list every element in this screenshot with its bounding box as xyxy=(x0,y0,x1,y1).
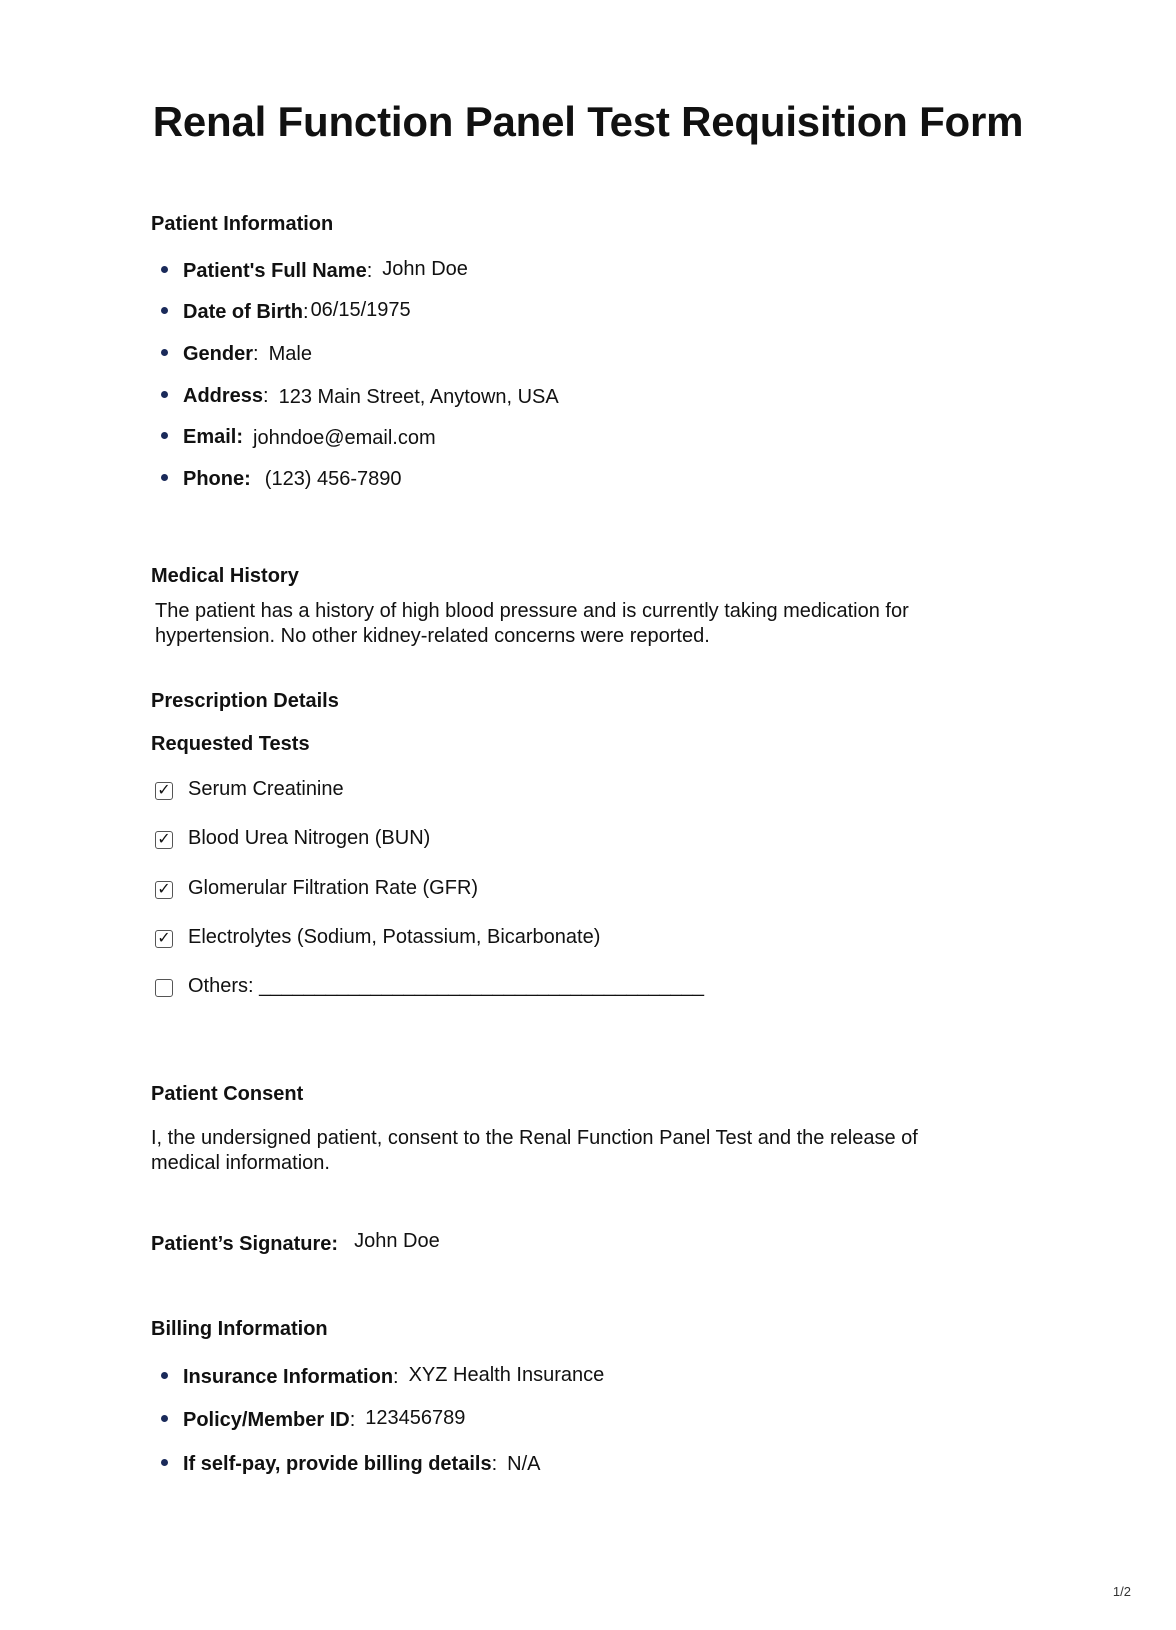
bullet-icon xyxy=(161,1372,168,1379)
checkbox-checked-icon[interactable]: ✓ xyxy=(155,831,173,849)
policy-member-id-label: Policy/Member ID xyxy=(183,1409,350,1431)
test-label: Serum Creatinine xyxy=(188,778,344,800)
date-of-birth-label: Date of Birth xyxy=(183,301,303,323)
insurance-information-row: Insurance Information: XYZ Health Insurance xyxy=(161,1363,604,1391)
address-value: 123 Main Street, Anytown, USA xyxy=(278,386,559,408)
signature-label: Patient’s Signature: xyxy=(151,1233,339,1255)
form-title: Renal Function Panel Test Requisition Form xyxy=(152,98,1024,145)
test-label: Electrolytes (Sodium, Potassium, Bicarbonate) xyxy=(188,926,601,948)
page-number: 1/2 xyxy=(1112,1584,1131,1599)
bullet-icon xyxy=(161,474,168,481)
bullet-icon xyxy=(161,391,168,398)
patient-consent-text: I, the undersigned patient, consent to the Renal Function Panel Test and the release of medical information. xyxy=(151,1127,918,1174)
patient-consent-heading: Patient Consent xyxy=(151,1083,304,1105)
phone-label: Phone: xyxy=(183,468,251,490)
gender-value: Male xyxy=(268,343,312,365)
patient-full-name-label: Patient's Full Name xyxy=(183,260,367,282)
bullet-icon xyxy=(161,1459,168,1466)
test-label: Glomerular Filtration Rate (GFR) xyxy=(188,877,479,899)
gender-label: Gender xyxy=(183,343,254,365)
test-electrolytes[interactable] xyxy=(155,923,600,951)
bullet-icon xyxy=(161,307,168,314)
checkbox-checked-icon[interactable]: ✓ xyxy=(155,782,173,800)
test-label: Blood Urea Nitrogen (BUN) xyxy=(188,827,431,849)
address-row: Address: 123 Main Street, Anytown, USA xyxy=(161,382,559,410)
billing-information-heading: Billing Information xyxy=(151,1318,328,1340)
checkbox-empty-icon[interactable] xyxy=(155,979,173,997)
test-gfr[interactable] xyxy=(155,874,478,902)
policy-member-id-value: 123456789 xyxy=(365,1407,466,1429)
self-pay-billing-row: If self-pay, provide billing details: N/A xyxy=(161,1450,540,1478)
phone-value: (123) 456-7890 xyxy=(264,468,402,490)
date-of-birth-value: 06/15/1975 xyxy=(310,299,411,321)
policy-member-id-row: Policy/Member ID: 123456789 xyxy=(161,1406,465,1434)
email-value: johndoe@email.com xyxy=(253,427,436,449)
signature-row xyxy=(151,1230,440,1256)
checkbox-checked-icon[interactable]: ✓ xyxy=(155,881,173,899)
checkbox-checked-icon[interactable]: ✓ xyxy=(155,930,173,948)
requested-tests-heading: Requested Tests xyxy=(151,733,310,755)
insurance-information-value: XYZ Health Insurance xyxy=(408,1364,605,1386)
test-serum-creatinine[interactable] xyxy=(155,775,344,803)
medical-history-text: The patient has a history of high blood pressure and is currently taking medication for hypertension. No other kidney-related concerns were reported. xyxy=(155,600,909,647)
bullet-icon xyxy=(161,1415,168,1422)
test-label: Others: ________________________________________ xyxy=(188,975,705,997)
bullet-icon xyxy=(161,266,168,273)
self-pay-billing-label: If self-pay, provide billing details xyxy=(183,1453,492,1475)
address-label: Address xyxy=(183,385,264,407)
bullet-icon xyxy=(161,432,168,439)
self-pay-billing-value: N/A xyxy=(507,1453,541,1475)
medical-history-heading: Medical History xyxy=(151,565,299,587)
prescription-details-heading: Prescription Details xyxy=(151,690,339,712)
phone-row xyxy=(161,465,402,493)
test-others[interactable] xyxy=(155,972,704,1000)
test-bun[interactable] xyxy=(155,824,430,852)
bullet-icon xyxy=(161,349,168,356)
email-label: Email: xyxy=(183,426,244,448)
email-row xyxy=(161,423,436,451)
patient-full-name-row: Patient's Full Name: John Doe xyxy=(161,257,468,285)
insurance-information-label: Insurance Information xyxy=(183,1366,394,1388)
patient-information-heading: Patient Information xyxy=(151,213,334,235)
patient-full-name-value: John Doe xyxy=(382,258,468,280)
signature-value: John Doe xyxy=(354,1230,440,1252)
date-of-birth-row: Date of Birth: 06/15/1975 xyxy=(161,298,411,326)
gender-row: Gender: Male xyxy=(161,340,312,368)
